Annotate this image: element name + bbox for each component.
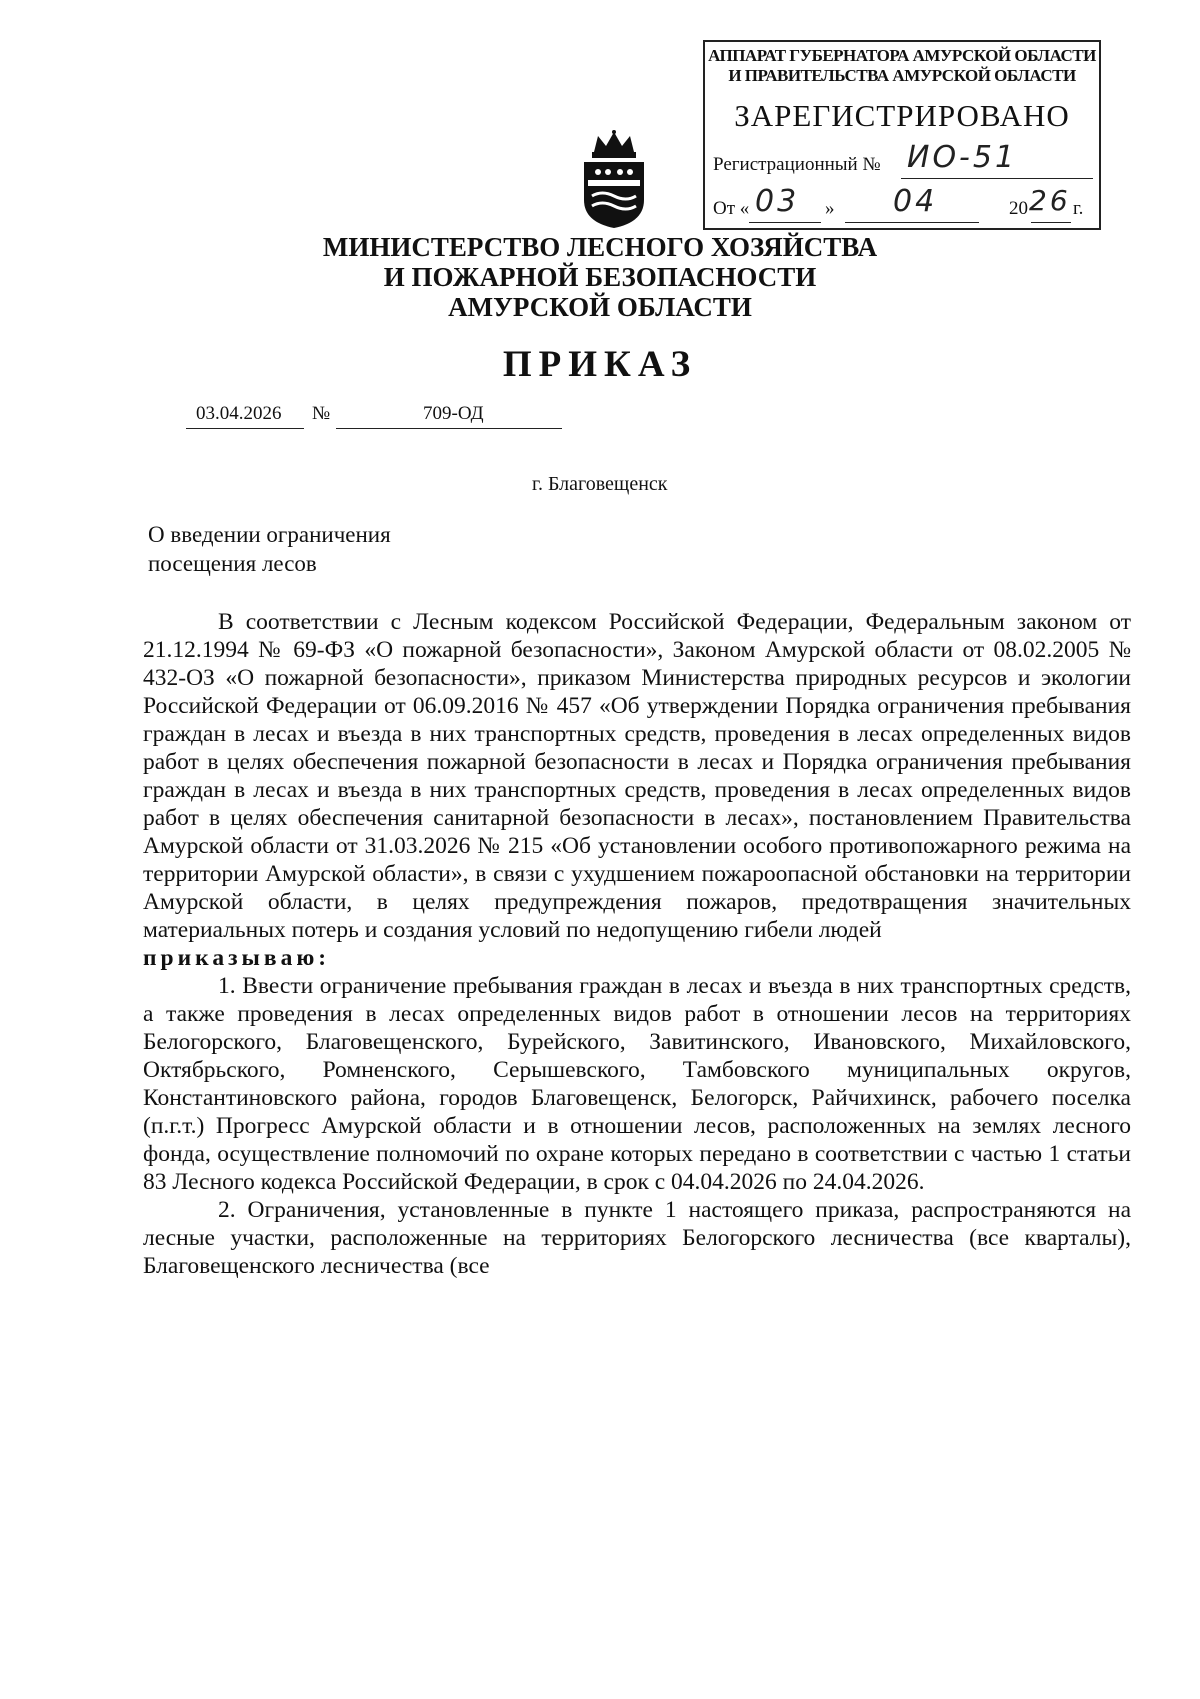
stamp-title: ЗАРЕГИСТРИРОВАНО: [734, 98, 1070, 133]
stamp-reg-label: Регистрационный №: [713, 154, 881, 175]
city: г. Благовещенск: [532, 473, 668, 495]
order-number: 709-ОД: [423, 403, 484, 424]
order-body: [143, 608, 1131, 1280]
order-word: приказываю:: [143, 945, 331, 971]
order-number-label: №: [312, 403, 331, 424]
stamp-year-end: г.: [1073, 198, 1084, 219]
stamp-day: 03: [755, 184, 800, 219]
stamp-month-underline: [845, 222, 979, 223]
stamp-day-close: »: [825, 198, 835, 219]
subject-line1: О введении ограничения: [148, 522, 391, 547]
stamp-org-line1: АППАРАТ ГУБЕРНАТОРА АМУРСКОЙ ОБЛАСТИ: [708, 46, 1096, 65]
stamp-year-suffix: 26: [1029, 184, 1071, 217]
amur-region-coat-of-arms-icon: [574, 130, 654, 230]
stamp-year-prefix: 20: [1009, 198, 1028, 219]
stamp-reg-underline: [901, 178, 1093, 179]
date-underline: [186, 428, 304, 429]
ministry-line1: МИНИСТЕРСТВО ЛЕСНОГО ХОЗЯЙСТВА: [322, 232, 878, 262]
item-2-paragraph: 2. Ограничения, установленные в пункте 1 настоящего приказа, распространяются на лесные участки, расположенные на территориях Белогорского лесничества (все кварталы), Благовещенского лесничества (все: [143, 1197, 1131, 1279]
stamp-org-line2: И ПРАВИТЕЛЬСТВА АМУРСКОЙ ОБЛАСТИ: [728, 66, 1076, 85]
order-date: 03.04.2026: [196, 403, 282, 424]
stamp-year-underline: [1031, 222, 1071, 223]
document-type: ПРИКАЗ: [502, 344, 698, 385]
item-1-paragraph: 1. Ввести ограничение пребывания граждан в лесах и въезда в них транспортных средств, а также проведения в лесах определенных видов работ в отношении лесов на территориях Белогорского, Благовещенского, Бурейского, Завитинского, Ивановского, Михайловского, Октябрьского, Ромненского, Серышевского, Тамбовского муниципальных округов, Константиновского района, городов Благовещенск, Белогорск, Райчихинск, рабочего поселка (п.г.т.) Прогресс Амурской области и в отношении лесов, расположенных на землях лесного фонда, осуществление полномочий по охране которых передано в соответствии с частью 1 статьи 83 Лесного кодекса Российской Федерации, в срок с 04.04.2026 по 24.04.2026.: [143, 973, 1131, 1195]
number-underline: [336, 428, 562, 429]
ministry-line2: И ПОЖАРНОЙ БЕЗОПАСНОСТИ: [383, 262, 817, 292]
subject-line2: посещения лесов: [148, 551, 317, 576]
preamble-paragraph: В соответствии с Лесным кодексом Российской Федерации, Федеральным законом от 21.12.1994 № 69-ФЗ «О пожарной безопасности», Законом Амурской области от 08.02.2005 № 432-ОЗ «О пожарной безопасности», приказом Министерства природных ресурсов и экологии Российской Федерации от 06.09.2016 № 457 «Об утверждении Порядка ограничения пребывания граждан в лесах и въезда в них транспортных средств, проведения в лесах определенных видов работ в целях обеспечения пожарной безопасности в лесах и Порядка ограничения пребывания граждан в лесах и въезда в них транспортных средств, проведения в лесах определенных видов работ в целях обеспечения санитарной безопасности в лесах», постановлением Правительства Амурской области от 31.03.2026 № 215 «Об установлении особого противопожарного режима на территории Амурской области», в связи с ухудшением пожароопасной обстановки на территории Амурской области, в целях предупреждения пожаров, предотвращения значительных материальных потерь и создания условий по недопущению гибели людей: [143, 609, 1131, 943]
stamp-day-underline: [749, 222, 821, 223]
stamp-from-label: От «: [713, 198, 750, 219]
stamp-reg-number: ИО-51: [907, 140, 1018, 175]
registration-stamp: [703, 40, 1101, 230]
order-subject: [148, 520, 391, 578]
ministry-line3: АМУРСКОЙ ОБЛАСТИ: [448, 292, 752, 322]
stamp-month: 04: [893, 184, 938, 219]
